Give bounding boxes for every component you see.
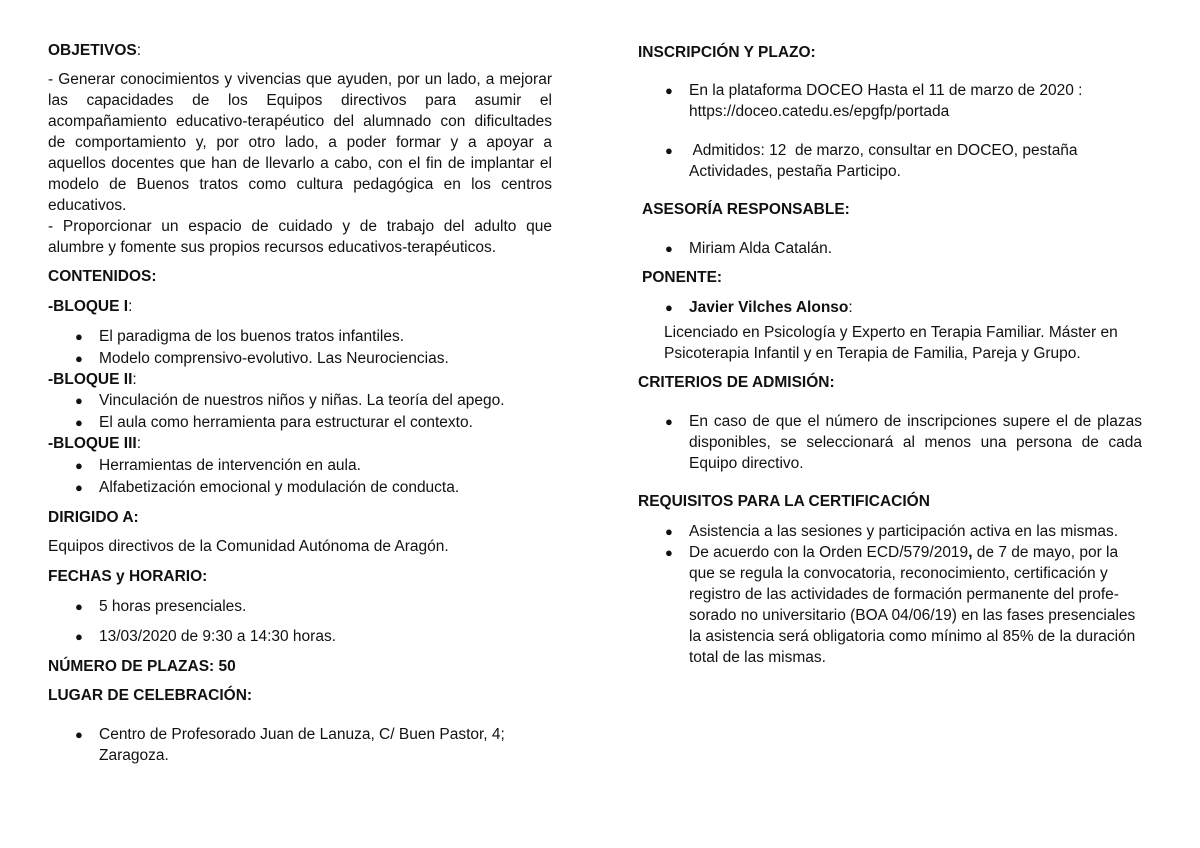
objetivos-line: - Proporcionar un espacio de cuidado y de trabajo del adulto que [48, 218, 552, 235]
objetivos-text [48, 69, 552, 258]
objetivos-heading: OBJETIVOS: [48, 42, 142, 59]
list-item: ● En caso de que el número de inscripciones supere el de plazas disponibles, se seleccionará al menos una persona de cada Equipo directivo. [665, 413, 1142, 472]
bullet-icon: ● [75, 393, 83, 408]
bullet-icon: ● [75, 599, 83, 614]
fechas-heading: FECHAS y HORARIO: [48, 568, 208, 585]
ponente-bio: Licenciado en Psicología y Experto en Terapia Familiar. Máster en [664, 324, 1118, 341]
criterios-heading: CRITERIOS DE ADMISIÓN: [638, 374, 835, 391]
list-item: ● Alfabetización emocional y modulación de conducta. [75, 479, 460, 496]
list-item: ● Centro de Profesorado Juan de Lanuza, C/ Buen Pastor, 4; [75, 726, 505, 743]
dirigido-heading: DIRIGIDO A: [48, 509, 139, 526]
objetivos-line: modelo de Buenos tratos como cultura pedagógica en los centros [48, 176, 552, 193]
list-item-continuation: https://doceo.catedu.es/epgfp/portada [689, 103, 950, 120]
ponente-bio: Psicoterapia Infantil y en Terapia de Familia, Pareja y Grupo. [664, 345, 1081, 362]
list-item-continuation: Actividades, pestaña Participo. [689, 163, 901, 180]
list-item: ● Herramientas de intervención en aula. [75, 457, 361, 474]
list-item: ● Asistencia a las sesiones y participación activa en las mismas. [665, 523, 1119, 540]
lugar-heading: LUGAR DE CELEBRACIÓN: [48, 687, 253, 704]
list-item: ● 13/03/2020 de 9:30 a 14:30 horas. [75, 628, 337, 645]
bullet-icon: ● [665, 143, 673, 158]
list-item: ● Miriam Alda Catalán. [665, 240, 833, 257]
bullet-icon: ● [665, 414, 673, 429]
requisitos-heading: REQUISITOS PARA LA CERTIFICACIÓN [638, 493, 930, 510]
bullet-icon: ● [75, 629, 83, 644]
bullet-icon: ● [75, 458, 83, 473]
asesoria-heading: ASESORÍA RESPONSABLE: [642, 201, 850, 218]
plazas-heading: NÚMERO DE PLAZAS: 50 [48, 658, 236, 675]
bloque-1-title: -BLOQUE I: [48, 298, 133, 315]
dirigido-text: Equipos directivos de la Comunidad Autónoma de Aragón. [48, 538, 449, 555]
objetivos-line: las capacidades de los Equipos directivos para asumir el [48, 92, 552, 109]
bullet-icon: ● [75, 329, 83, 344]
bullet-icon: ● [75, 351, 83, 366]
list-item-continuation: Zaragoza. [99, 747, 169, 764]
list-item: ● Modelo comprensivo-evolutivo. Las Neurociencias. [75, 350, 449, 367]
list-item: ● Admitidos: 12 de marzo, consultar en DOCEO, pestaña [665, 142, 1078, 159]
list-item: ● En la plataforma DOCEO Hasta el 11 de marzo de 2020 : [665, 82, 1083, 99]
bullet-icon: ● [665, 545, 673, 560]
objetivos-line: alumbre y fomente sus propios recursos educativos-terapéuticos. [48, 239, 496, 256]
list-item: ● El aula como herramienta para estructurar el contexto. [75, 414, 473, 431]
list-item: ● Vinculación de nuestros niños y niñas. La teoría del apego. [75, 392, 505, 409]
bullet-icon: ● [665, 300, 673, 315]
bullet-icon: ● [665, 524, 673, 539]
list-item: ● De acuerdo con la Orden ECD/579/2019, de 7 de mayo, por la que se regula la convocatoria, reconocimiento, certificación y registro de las actividades de formación permanente del profe- sorado no universitario (BOA 04/06/19) en las fases presenciales la asistencia será obligatoria como mínimo al 85% de la duración total de las mismas. [665, 544, 1136, 666]
list-item: ● Javier Vilches Alonso: [665, 299, 853, 316]
bullet-icon: ● [75, 415, 83, 430]
bloque-3-title: -BLOQUE III: [48, 435, 142, 452]
objetivos-line: aquellos docentes que han de llevarlo a cabo, con el fin de implantar el [48, 155, 552, 172]
ponente-heading: PONENTE: [642, 269, 723, 286]
bullet-icon: ● [665, 83, 673, 98]
objetivos-line: - Generar conocimientos y vivencias que ayuden, por un lado, a mejorar [48, 71, 552, 88]
list-item: ● 5 horas presenciales. [75, 598, 247, 615]
list-item: ● El paradigma de los buenos tratos infantiles. [75, 328, 405, 345]
objetivos-line: acompañamiento educativo-terapéutico del alumnado con dificultades [48, 113, 552, 130]
bloque-2-title: -BLOQUE II: [48, 371, 137, 388]
inscripcion-heading: INSCRIPCIÓN Y PLAZO: [638, 44, 816, 61]
bullet-icon: ● [665, 241, 673, 256]
objetivos-line: de comportamiento y, por otro lado, a poder formar y a apoyar a [48, 134, 552, 151]
contenidos-heading: CONTENIDOS: [48, 268, 157, 285]
bullet-icon: ● [75, 480, 83, 495]
bullet-icon: ● [75, 727, 83, 742]
objetivos-line: educativos. [48, 197, 127, 214]
